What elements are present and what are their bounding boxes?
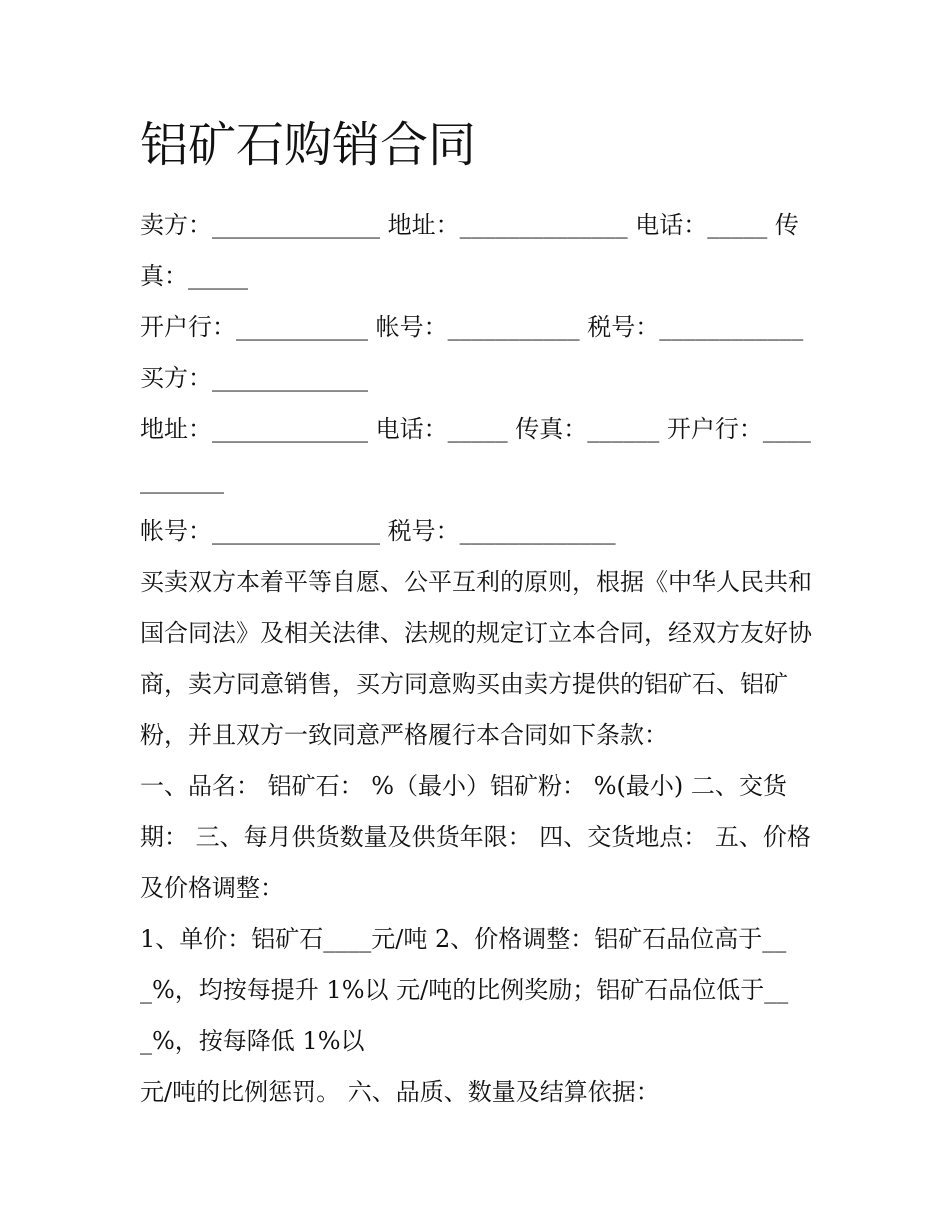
seller-info-paragraph: 卖方：______________ 地址：______________ 电话：_____ 传真：_____ bbox=[140, 211, 799, 290]
buyer-name-paragraph: 买方：_____________ bbox=[140, 364, 368, 392]
buyer-contact-paragraph: 地址：_____________ 电话：_____ 传真：______ 开户行：___________ bbox=[140, 415, 811, 494]
preamble-paragraph: 买卖双方本着平等自愿、公平互利的原则，根据《中华人民共和国合同法》及相关法律、法规的规定订立本合同，经双方友好协商，卖方同意销售，买方同意购买由卖方提供的铝矿石、铝矿粉，并且双方一致同意严格履行本合同如下条款： bbox=[140, 568, 812, 749]
clauses-paragraph: 一、品名： 铝矿石： %（最小）铝矿粉： %(最小) 二、交货期： 三、每月供货数量及供货年限： 四、交货地点： 五、价格及价格调整： bbox=[140, 772, 811, 902]
seller-bank-paragraph: 开户行：___________ 帐号：___________ 税号：____________ bbox=[140, 313, 804, 341]
document-title: 铝矿石购销合同 bbox=[140, 117, 477, 173]
penalty-paragraph: 元/吨的比例惩罚。 六、品质、数量及结算依据： bbox=[140, 1078, 660, 1106]
document-body bbox=[140, 112, 820, 1118]
price-paragraph: 1、单价：铝矿石____元/吨 2、价格调整：铝矿石品位高于___%，均按每提升 1%以 元/吨的比例奖励；铝矿石品位低于___%，按每降低 1%以 bbox=[140, 925, 789, 1055]
buyer-account-paragraph: 帐号：______________ 税号：_____________ bbox=[140, 517, 616, 545]
